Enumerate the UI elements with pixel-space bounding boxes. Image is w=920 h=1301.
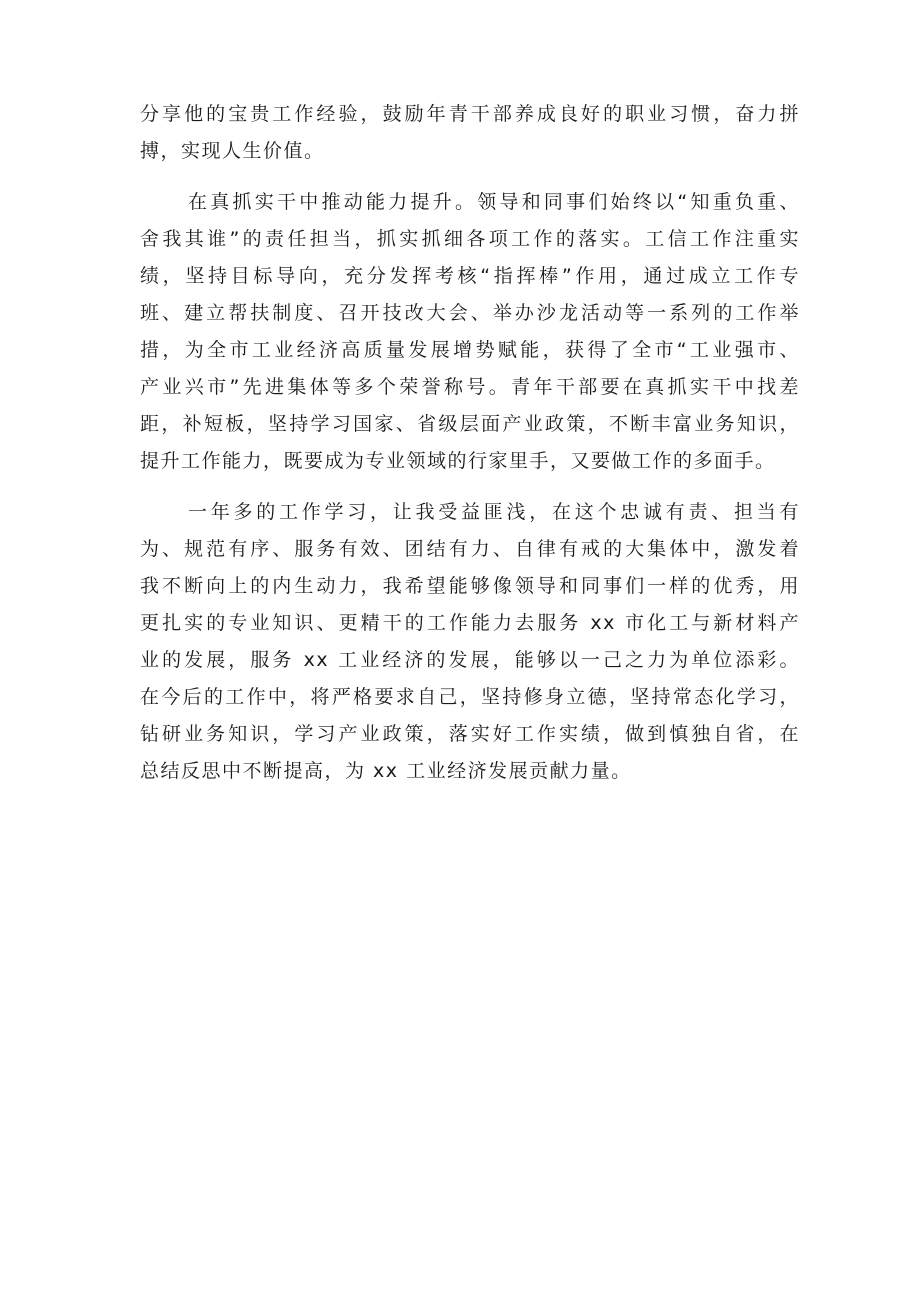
text-line: 舍我其谁”的责任担当，抓实抓细各项工作的落实。工信工作注重实 (140, 228, 800, 250)
text-line: 总结反思中不断提高，为 xx 工业经济发展贡献力量。 (140, 760, 632, 782)
text-line: 一年多的工作学习，让我受益匪浅，在这个忠诚有责、担当有 (188, 501, 800, 523)
text-line: 我不断向上的内生动力，我希望能够像领导和同事们一样的优秀，用 (140, 575, 800, 597)
text-line: 搏，实现人生价值。 (140, 140, 325, 162)
text-line: 措，为全市工业经济高质量发展增势赋能，获得了全市“工业强市、 (140, 339, 800, 361)
text-line: 业的发展，服务 xx 工业经济的发展，能够以一己之力为单位添彩。 (140, 649, 800, 671)
text-line: 绩，坚持目标导向，充分发挥考核“指挥棒”作用，通过成立工作专 (140, 265, 800, 287)
text-line: 为、规范有序、服务有效、团结有力、自律有戒的大集体中，激发着 (140, 538, 800, 560)
text-line: 距，补短板，坚持学习国家、省级层面产业政策，不断丰富业务知识， (140, 413, 800, 435)
text-line: 班、建立帮扶制度、召开技改大会、举办沙龙活动等一系列的工作举 (140, 302, 800, 324)
text-line: 提升工作能力，既要成为专业领域的行家里手，又要做工作的多面手。 (140, 450, 776, 472)
text-line: 产业兴市”先进集体等多个荣誉称号。青年干部要在真抓实干中找差 (140, 376, 800, 398)
text-line: 在真抓实干中推动能力提升。领导和同事们始终以“知重负重、 (188, 191, 800, 213)
text-line: 更扎实的专业知识、更精干的工作能力去服务 xx 市化工与新材料产 (140, 612, 800, 634)
paragraph-3 (140, 494, 800, 790)
text-line: 在今后的工作中，将严格要求自己，坚持修身立德，坚持常态化学习， (140, 686, 800, 708)
paragraph-1 (140, 96, 800, 170)
text-line: 分享他的宝贵工作经验，鼓励年青干部养成良好的职业习惯，奋力拼 (140, 103, 800, 125)
text-line: 钻研业务知识，学习产业政策，落实好工作实绩，做到慎独自省，在 (140, 723, 800, 745)
paragraph-2 (140, 184, 800, 480)
document-body (140, 96, 800, 790)
